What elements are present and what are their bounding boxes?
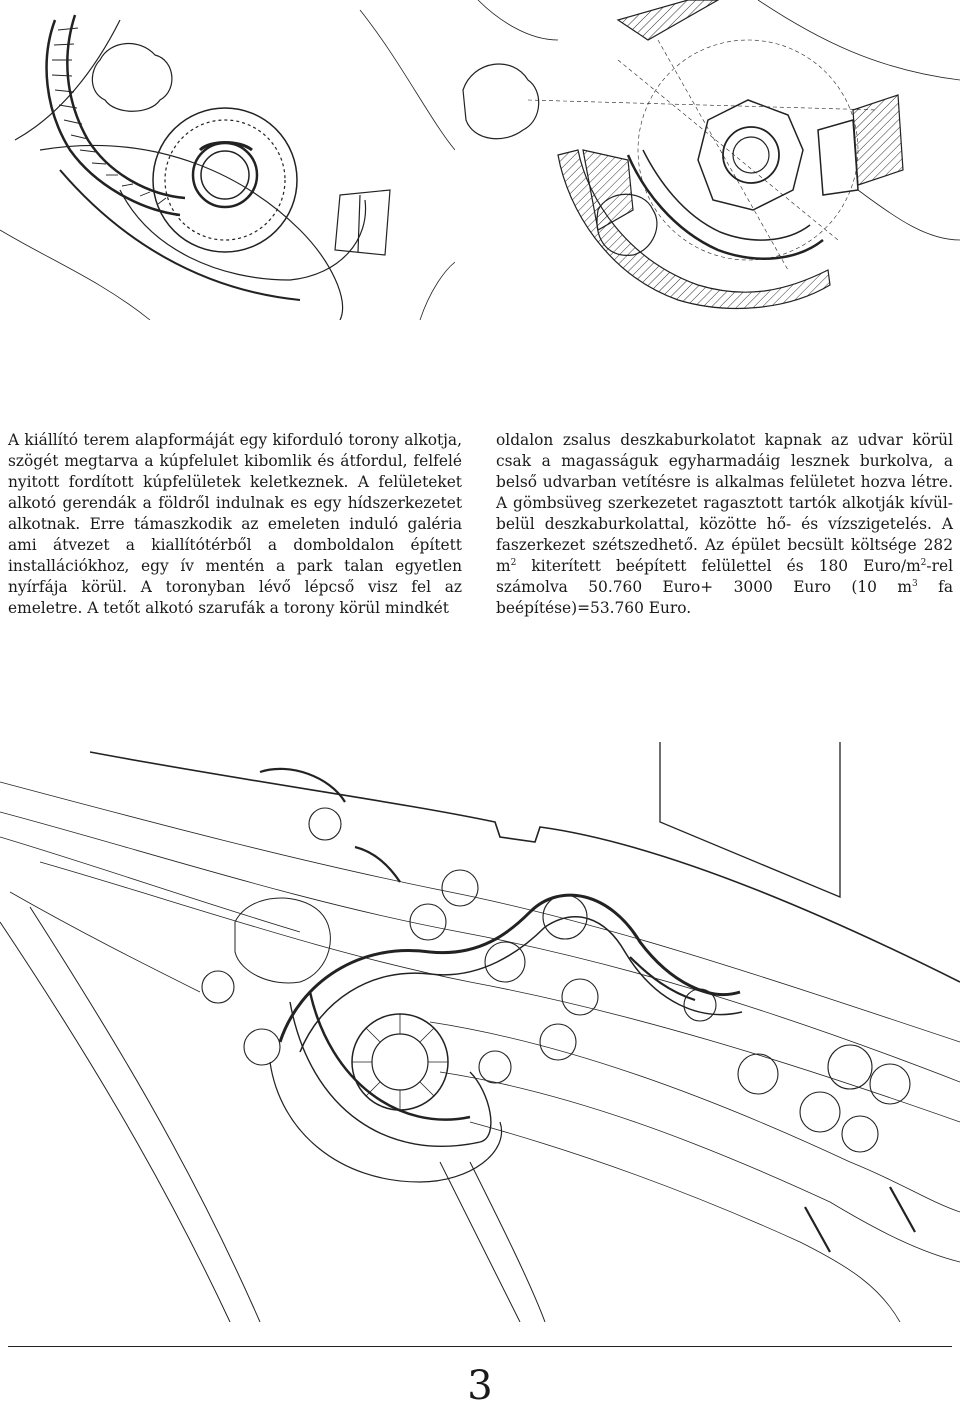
superscript: 2 <box>510 557 517 568</box>
text-segment: -rel számolva 50.760 Euro+ 3000 Euro (10 m <box>496 557 953 596</box>
page-number: 3 <box>467 1363 493 1409</box>
footer-rule <box>8 1346 952 1347</box>
site-plan-drawing <box>0 742 960 1322</box>
text-segment: kiterített beépített felülettel és 180 Euro/m <box>516 557 921 575</box>
superscript: 2 <box>920 557 927 568</box>
text-column-right <box>496 430 953 619</box>
text-segment: fa beépítése)=53.760 Euro. <box>496 578 954 617</box>
text-column-left <box>8 430 462 619</box>
floor-plan-drawing-right <box>458 0 960 320</box>
floor-plan-drawing-left <box>0 0 455 320</box>
superscript: 3 <box>911 578 918 589</box>
text-segment: oldalon zsalus deszkaburkolatot kapnak az udvar körül csak a magasságuk egyharmadáig lesznek burkolva, a belső udvarban vetítésre is alkalmas felületet hozva létre. A gömbsüveg szerkezetet ragasztott tartók alkotják kívül-belül deszkaburkolattal, közötte hő- és vízszigetelés. A faszerkezet szétszedhető. Az épület becsült költsége 282 m <box>496 431 953 575</box>
body-paragraph-right <box>496 430 953 619</box>
body-paragraph-left: A kiállító terem alapformáját egy kiforduló torony alkotja, szögét megtarva a kúpfelulet kibomlik és átfordul, felfelé nyitott fordított kúpfelületek keletkeznek. A felületeket alkotó gerendák a földről indulnak es egy hídszerkezetet alkotnak. Erre támaszkodik az emeleten induló galéria ami átvezet a kiallítótérből a domboldalon épített installációkhoz, egy ív mentén a park talan egyetlen nyírfája körül. A toronyban lévő lépcső visz fel az emeletre. A tetőt alkotó szarufák a torony körül mindkét <box>8 431 462 617</box>
